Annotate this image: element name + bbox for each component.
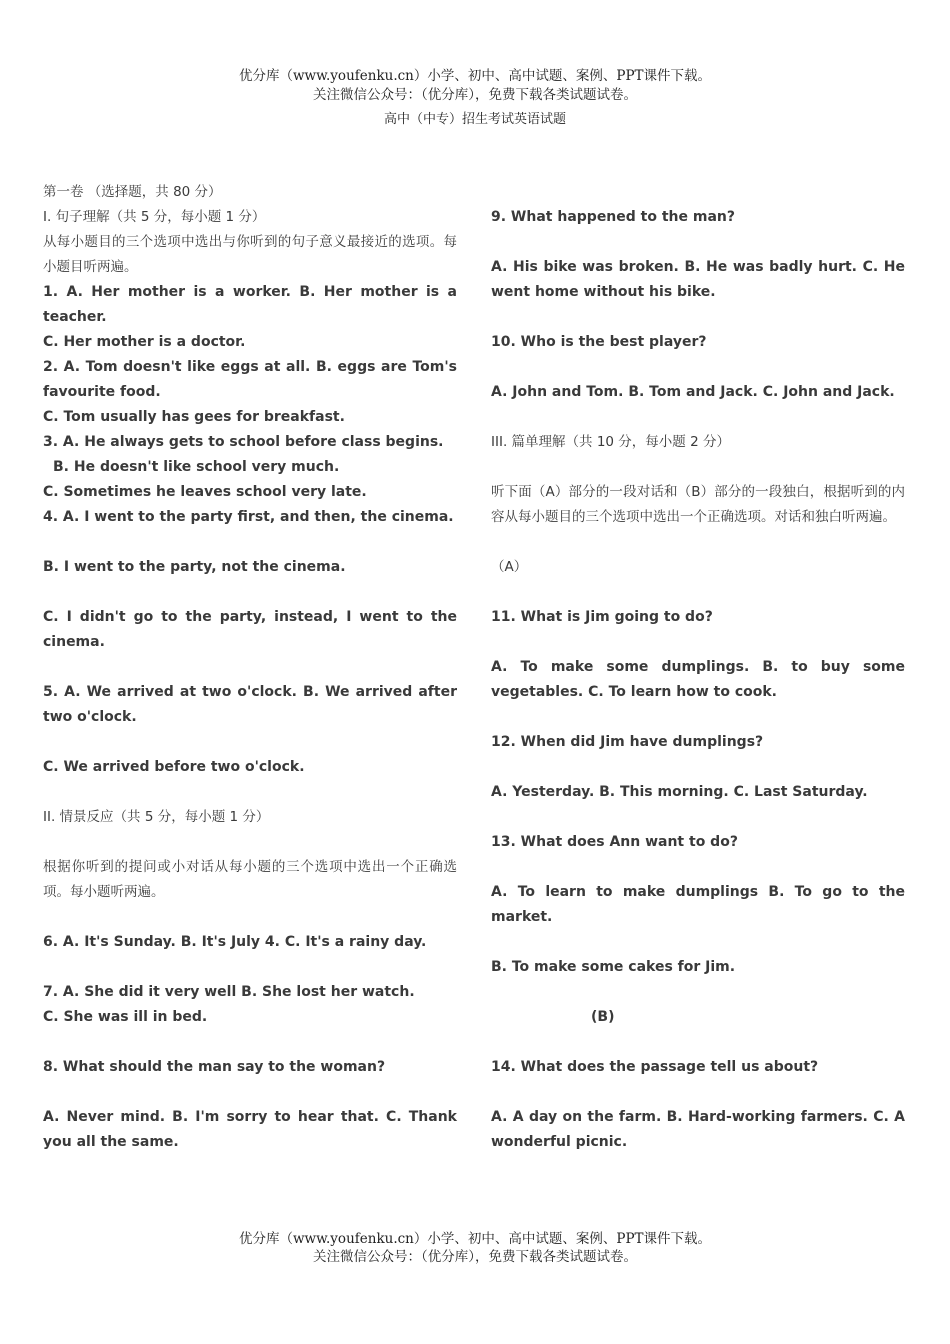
section-2-instructions: 根据你听到的提问或小对话从每小题的三个选项中选出一个正确选项。每小题听两遍。 <box>43 859 457 900</box>
q10-options: A. John and Tom. B. Tom and Jack. C. John and Jack. <box>491 384 895 400</box>
q1-option-c: C. Her mother is a doctor. <box>43 334 246 350</box>
q3-option-a: 3. A. He always gets to school before class begins. <box>43 434 444 450</box>
header-line-2: 关注微信公众号：（优分库），免费下载各类试题试卷。 <box>313 87 637 103</box>
footer-line-1: 优分库（www.youfenku.cn）小学、初中、高中试题、案例、PPT课件下载。 <box>238 1231 712 1247</box>
q3-option-c: C. Sometimes he leaves school very late. <box>43 484 367 500</box>
q4-option-c: C. I didn't go to the party, instead, I went to the cinema. <box>43 609 457 650</box>
left-column <box>43 180 457 1155</box>
q4-option-a: 4. A. I went to the party first, and then, the cinema. <box>43 509 454 525</box>
q5-option-c: C. We arrived before two o'clock. <box>43 759 305 775</box>
footer-line-2: 关注微信公众号：（优分库），免费下载各类试题试卷。 <box>313 1249 637 1265</box>
q10-question: 10. Who is the best player? <box>491 334 707 350</box>
q14-question: 14. What does the passage tell us about? <box>491 1059 819 1075</box>
q11-question: 11. What is Jim going to do? <box>491 609 713 625</box>
q9-question: 9. What happened to the man? <box>491 209 736 225</box>
q7-options-ab: 7. A. She did it very well B. She lost her watch. <box>43 984 415 1000</box>
section-1-title: I. 句子理解（共 5 分，每小题 1 分） <box>43 209 266 225</box>
q9-options: A. His bike was broken. B. He was badly hurt. C. He went home without his bike. <box>491 259 905 300</box>
q1-options-ab: 1. A. Her mother is a worker. B. Her mother is a teacher. <box>43 284 457 325</box>
q2-option-c: C. Tom usually has gees for breakfast. <box>43 409 345 425</box>
q14-options: A. A day on the farm. B. Hard-working farmers. C. A wonderful picnic. <box>491 1109 905 1150</box>
section-2-title: II. 情景反应（共 5 分，每小题 1 分） <box>43 809 270 825</box>
q13-options-ab: A. To learn to make dumplings B. To go to the market. <box>491 884 905 925</box>
header-line-1: 优分库（www.youfenku.cn）小学、初中、高中试题、案例、PPT课件下载。 <box>238 68 712 84</box>
q4-option-b: B. I went to the party, not the cinema. <box>43 559 346 575</box>
part-a-label: （A） <box>491 559 528 575</box>
q2-options-ab: 2. A. Tom doesn't like eggs at all. B. eggs are Tom's favourite food. <box>43 359 457 400</box>
section-3-instructions: 听下面（A）部分的一段对话和（B）部分的一段独白，根据听到的内容从每小题目的三个选项中选出一个正确选项。对话和独白听两遍。 <box>491 484 905 525</box>
q7-option-c: C. She was ill in bed. <box>43 1009 208 1025</box>
q8-question: 8. What should the man say to the woman? <box>43 1059 386 1075</box>
q3-option-b: B. He doesn't like school very much. <box>53 459 340 475</box>
section-1-instructions: 从每小题目的三个选项中选出与你听到的句子意义最接近的选项。每小题目听两遍。 <box>43 234 457 275</box>
exam-title: 高中（中专）招生考试英语试题 <box>383 112 566 127</box>
part-b-label: (B) <box>591 1009 615 1025</box>
right-column <box>491 205 905 1155</box>
q13-option-c: B. To make some cakes for Jim. <box>491 959 736 975</box>
q12-options: A. Yesterday. B. This morning. C. Last Saturday. <box>491 784 868 800</box>
section-3-title: III. 篇单理解（共 10 分，每小题 2 分） <box>491 434 730 450</box>
q5-options-ab: 5. A. We arrived at two o'clock. B. We arrived after two o'clock. <box>43 684 457 725</box>
q12-question: 12. When did Jim have dumplings? <box>491 734 764 750</box>
q13-question: 13. What does Ann want to do? <box>491 834 738 850</box>
part-one-heading: 第一卷 （选择题，共 80 分） <box>43 184 222 200</box>
q6-options: 6. A. It's Sunday. B. It's July 4. C. It's a rainy day. <box>43 934 427 950</box>
q11-options: A. To make some dumplings. B. to buy some vegetables. C. To learn how to cook. <box>491 659 905 700</box>
q8-options: A. Never mind. B. I'm sorry to hear that. C. Thank you all the same. <box>43 1109 457 1150</box>
